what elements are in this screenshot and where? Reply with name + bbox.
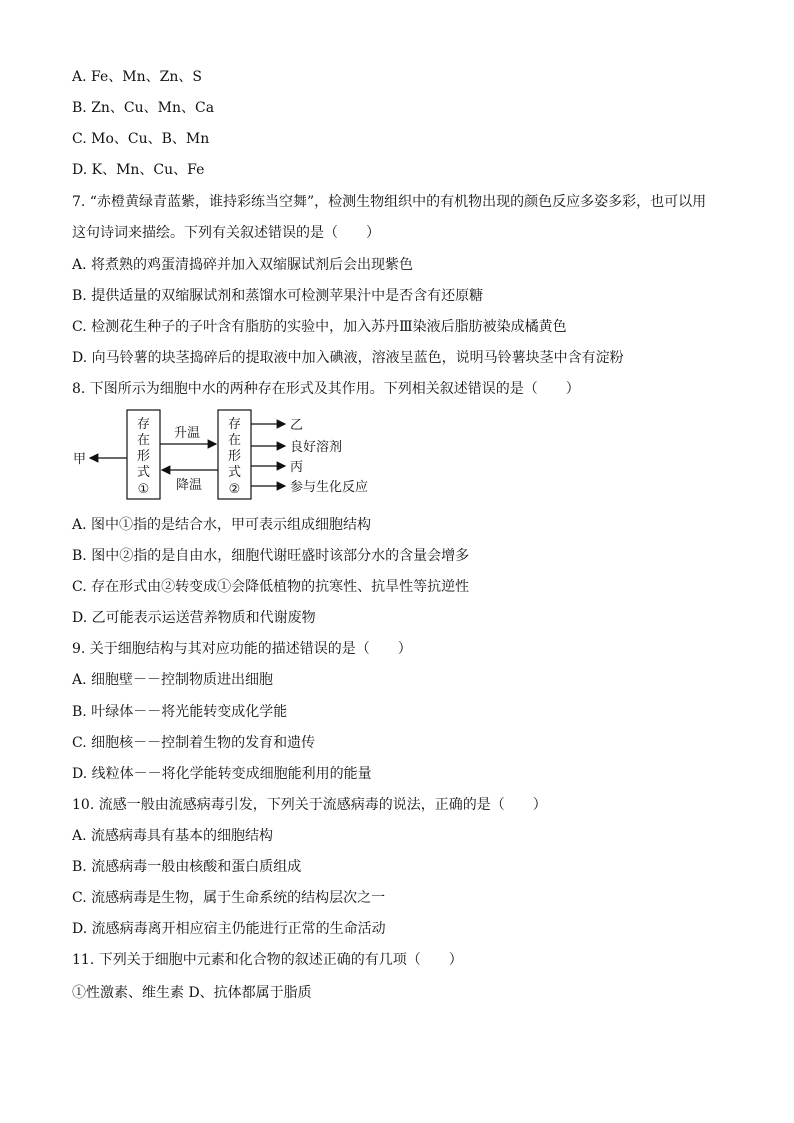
box2-char: 形 xyxy=(227,449,242,464)
q6-option-d: D. K、Mn、Cu、Fe xyxy=(72,162,205,178)
q9-option-b: B. 叶绿体－－将光能转变成化学能 xyxy=(72,704,288,720)
box1-char: 式 xyxy=(136,465,151,480)
box1-char: ① xyxy=(137,482,150,497)
q9-option-a: A. 细胞壁－－控制物质进出细胞 xyxy=(72,672,274,688)
q11-stem: 11. 下列关于细胞中元素和化合物的叙述正确的有几项（ ） xyxy=(72,952,463,968)
box1-char: 在 xyxy=(136,433,151,448)
q8-option-b: B. 图中②指的是自由水，细胞代谢旺盛时该部分水的含量会增多 xyxy=(72,548,470,564)
q7-stem-line1: 7. “赤橙黄绿青蓝紫，谁持彩练当空舞”，检测生物组织中的有机物出现的颜色反应多姿多彩，也可以用 xyxy=(72,194,707,210)
q7-option-c: C. 检测花生种子的子叶含有脂肪的实验中，加入苏丹Ⅲ染液后脂肪被染成橘黄色 xyxy=(72,319,567,335)
q8-option-a: A. 图中①指的是结合水，甲可表示组成细胞结构 xyxy=(72,517,372,533)
q11-item-1: ①性激素、维生素 D、抗体都属于脂质 xyxy=(72,985,312,1001)
q7-option-d: D. 向马铃薯的块茎捣碎后的提取液中加入碘液，溶液呈蓝色，说明马铃薯块茎中含有淀粉 xyxy=(72,350,624,366)
q10-option-c: C. 流感病毒是生物，属于生命系统的结构层次之一 xyxy=(72,890,386,906)
box1-char: 存 xyxy=(136,417,151,432)
q9-stem: 9. 关于细胞结构与其对应功能的描述错误的是（ ） xyxy=(72,641,412,657)
q10-stem: 10. 流感一般由流感病毒引发，下列关于流感病毒的说法，正确的是（ ） xyxy=(72,797,547,813)
output-label: 参与生化反应 xyxy=(290,480,369,495)
output-label: 乙 xyxy=(290,418,304,433)
q10-option-b: B. 流感病毒一般由核酸和蛋白质组成 xyxy=(72,859,302,875)
box1-char: 形 xyxy=(136,449,151,464)
left-target: 甲 xyxy=(73,452,87,467)
q7-stem-line2: 这句诗词来描绘。下列有关叙述错误的是（ ） xyxy=(72,225,380,241)
q10-option-d: D. 流感病毒离开相应宿主仍能进行正常的生命活动 xyxy=(72,921,386,937)
q6-option-c: C. Mo、Cu、B、Mn xyxy=(72,131,210,147)
box2-char: 存 xyxy=(227,417,242,432)
water-forms-diagram xyxy=(72,406,392,502)
q7-option-b: B. 提供适量的双缩脲试剂和蒸馏水可检测苹果汁中是否含有还原糖 xyxy=(72,288,484,304)
q9-option-d: D. 线粒体－－将化学能转变成细胞能利用的能量 xyxy=(72,766,372,782)
q6-option-a: A. Fe、Mn、Zn、S xyxy=(72,69,202,85)
cooling-label: 降温 xyxy=(175,478,203,493)
q8-option-d: D. 乙可能表示运送营养物质和代谢废物 xyxy=(72,610,316,626)
q7-option-a: A. 将煮熟的鸡蛋清捣碎并加入双缩脲试剂后会出现紫色 xyxy=(72,257,414,273)
output-label: 良好溶剂 xyxy=(290,440,343,455)
box2-char: 在 xyxy=(227,433,242,448)
box2-char: ② xyxy=(228,482,241,497)
q9-option-c: C. 细胞核－－控制着生物的发育和遗传 xyxy=(72,735,316,751)
q8-option-c: C. 存在形式由②转变成①会降低植物的抗寒性、抗旱性等抗逆性 xyxy=(72,579,470,595)
output-label: 丙 xyxy=(290,460,304,475)
heating-label: 升温 xyxy=(173,426,201,441)
q10-option-a: A. 流感病毒具有基本的细胞结构 xyxy=(72,828,274,844)
q8-stem: 8. 下图所示为细胞中水的两种存在形式及其作用。下列相关叙述错误的是（ ） xyxy=(72,381,580,397)
box2-char: 式 xyxy=(227,465,242,480)
q6-option-b: B. Zn、Cu、Mn、Ca xyxy=(72,100,215,116)
